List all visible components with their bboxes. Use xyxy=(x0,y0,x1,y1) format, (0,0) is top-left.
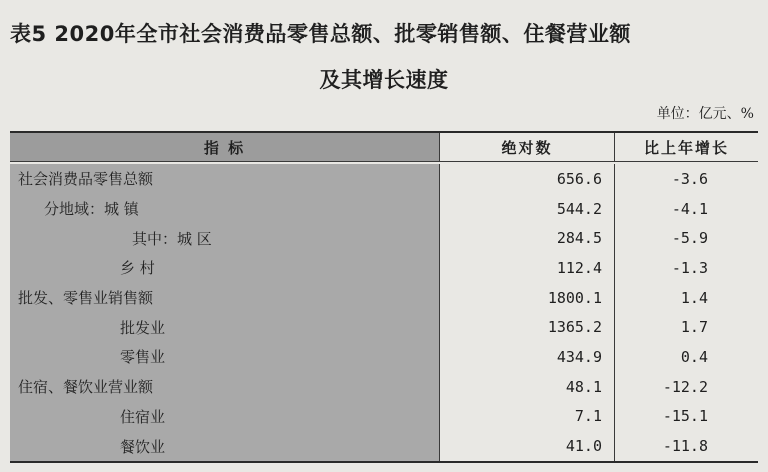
table-row xyxy=(10,431,758,461)
row-growth: -4.1 xyxy=(671,199,708,218)
header-growth: 比上年增长 xyxy=(643,138,729,157)
row-label: 餐饮业 xyxy=(10,431,440,461)
row-value: 544.2 xyxy=(440,194,615,224)
table-row xyxy=(10,223,758,253)
header-indicator: 指 标 xyxy=(10,133,440,161)
row-label: 分地域：城 镇 xyxy=(10,194,440,224)
row-growth: 1.7 xyxy=(680,318,708,337)
row-growth: -11.8 xyxy=(662,437,708,456)
row-growth: 1.4 xyxy=(680,288,708,307)
header-absolute: 绝对数 xyxy=(440,133,615,161)
row-value: 112.4 xyxy=(440,253,615,283)
row-value: 284.5 xyxy=(440,223,615,253)
row-growth: -1.3 xyxy=(671,258,708,277)
row-label: 批发业 xyxy=(10,312,440,342)
row-growth: 0.4 xyxy=(680,347,708,366)
table-row xyxy=(10,194,758,224)
data-table xyxy=(10,131,758,463)
unit-note: 单位：亿元、% xyxy=(656,106,754,122)
table-row xyxy=(10,253,758,283)
row-label: 乡 村 xyxy=(10,253,440,283)
row-value: 7.1 xyxy=(440,402,615,432)
table-row xyxy=(10,402,758,432)
table-row xyxy=(10,312,758,342)
row-value: 48.1 xyxy=(440,372,615,402)
row-label: 住宿业 xyxy=(10,402,440,432)
row-label: 零售业 xyxy=(10,342,440,372)
row-label: 住宿、餐饮业营业额 xyxy=(10,372,440,402)
row-growth: -15.1 xyxy=(662,407,708,426)
row-value: 434.9 xyxy=(440,342,615,372)
table-title: 表5 2020年全市社会消费品零售总额、批零销售额、住餐营业额 xyxy=(10,22,631,46)
table-row xyxy=(10,162,758,194)
row-label: 社会消费品零售总额 xyxy=(10,164,440,194)
row-value: 656.6 xyxy=(440,164,615,194)
row-value: 1800.1 xyxy=(440,283,615,313)
row-growth: -12.2 xyxy=(662,377,708,396)
table-row xyxy=(10,283,758,313)
table-header-row xyxy=(10,133,758,162)
table-row xyxy=(10,342,758,372)
row-label: 其中：城 区 xyxy=(10,223,440,253)
row-value: 41.0 xyxy=(440,431,615,461)
row-growth: -3.6 xyxy=(671,169,708,188)
table-title-continued: 及其增长速度 xyxy=(319,68,449,92)
table-row xyxy=(10,372,758,402)
row-value: 1365.2 xyxy=(440,312,615,342)
row-label: 批发、零售业销售额 xyxy=(10,283,440,313)
row-growth: -5.9 xyxy=(671,229,708,248)
